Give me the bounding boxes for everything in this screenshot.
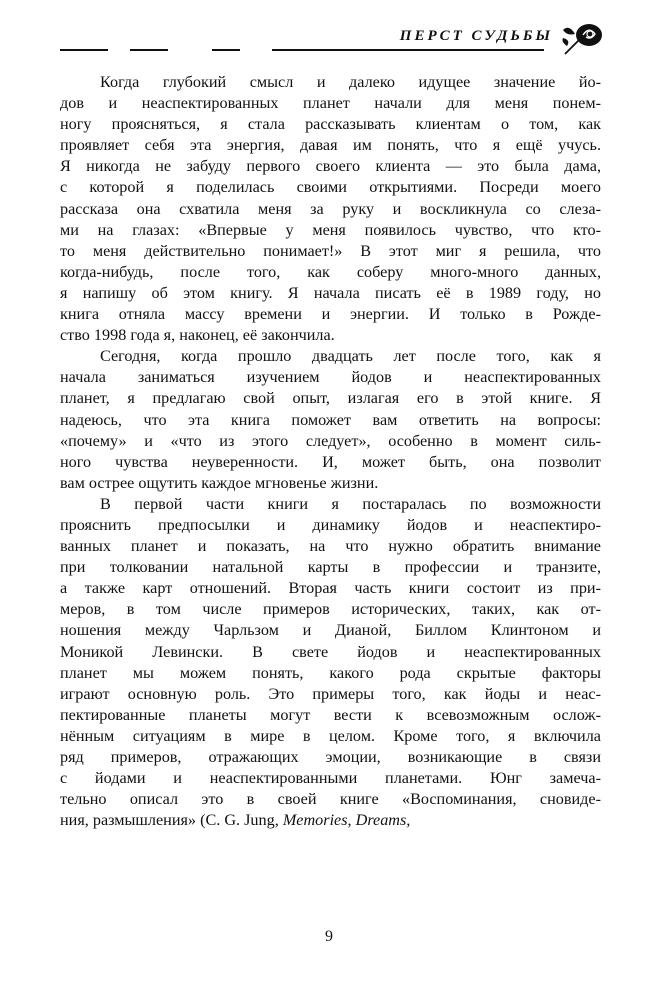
header-rule [130, 49, 168, 51]
text-line: меров, в том числе примеров исторических, таких, как от- [60, 600, 601, 619]
paragraph [60, 494, 601, 832]
text-line: то меня действительно понимает!» В этот миг я решила, что [60, 241, 601, 260]
text-line: я напишу об этом книгу. Я начала писать её в 1989 году, но [60, 283, 601, 302]
book-title-italic: Memories, Dreams, [282, 811, 411, 830]
running-title: ПЕРСТ СУДЬБЫ [399, 28, 553, 44]
text-line: В первой части книги я постаралась по возможности [100, 494, 601, 513]
running-header [60, 22, 605, 52]
text-line: нённым ситуациям в мире в целом. Кроме того, я включила [60, 726, 601, 745]
text-line: начала заниматься изучением йодов и неаспектированных [60, 368, 601, 387]
text-line: ванных планет и показать, на что нужно обратить внимание [60, 537, 601, 556]
text-line: планет мы можем понять, какого рода скрытые факторы [60, 663, 601, 682]
text-line: тельно описал это в своей книге «Воспоминания, сновиде- [60, 790, 601, 809]
header-rule [212, 49, 240, 51]
text-line: ми на глазах: «Впервые у меня появилось чувство, что кто- [60, 220, 601, 239]
text-line: ство 1998 года я, наконец, её закончила. [60, 326, 335, 345]
text-line: прояснить предпосылки и динамику йодов и неаспектиро- [60, 515, 601, 534]
text-line: ногу проясняться, я стала рассказывать клиентам о том, как [60, 115, 601, 134]
header-rule [60, 49, 108, 51]
page-body [60, 72, 601, 831]
text-line: Я никогда не забуду первого своего клиента — это была дама, [60, 157, 601, 176]
header-rule [272, 49, 544, 51]
text-line: проявляет себя эта энергия, давая им понять, что я ещё учусь. [60, 136, 601, 155]
page-number: 9 [325, 928, 333, 945]
text-line: «почему» и «что из этого следует», особенно в момент силь- [60, 431, 601, 450]
text-line: играют основную роль. Это примеры того, как йоды и неас- [60, 684, 601, 703]
text-segment: ния, размышления» (C. G. Jung, [60, 811, 283, 830]
text-line: ного чувства неуверенности. И, может быть, она позволит [60, 452, 601, 471]
text-line: Когда глубокий смысл и далеко идущее значение йо- [100, 73, 601, 91]
text-line: при толковании натальной карты в профессии и транзите, [60, 558, 601, 577]
text-line: надеюсь, что эта книга поможет вам ответить на вопросы: [60, 410, 601, 429]
text-line: а также карт отношений. Вторая часть книги состоит из при- [60, 579, 601, 598]
text-line: когда-нибудь, после того, как соберу много-много данных, [60, 262, 601, 281]
text-line: рассказа она схватила меня за руку и воскликнула со слеза- [60, 199, 601, 218]
text-line: ношения между Чарльзом и Дианой, Биллом Клинтоном и [60, 621, 601, 640]
text-line [60, 810, 601, 831]
text-line: Сегодня, когда прошло двадцать лет после того, как я [100, 347, 601, 366]
text-line: планет, я предлагаю свой опыт, излагая его в этой книге. Я [60, 389, 601, 408]
text-line: Моникой Левински. В свете йодов и неаспектированных [60, 642, 601, 661]
text-line: с которой я поделилась своими открытиями. Посреди моего [60, 178, 601, 197]
text-line: вам острее ощутить каждое мгновенье жизни. [60, 473, 379, 492]
paragraph [60, 346, 601, 494]
rose-icon [559, 20, 605, 56]
text-line: пектированные планеты могут вести к всевозможным ослож- [60, 705, 601, 724]
text-line: ряд примеров, отражающих эмоции, возникающие в связи [60, 748, 601, 766]
text-line: дов и неаспектированных планет начали для меня понем- [60, 94, 601, 113]
text-line: книга отняла массу времени и энергии. И только в Рожде- [60, 305, 601, 324]
paragraph [60, 72, 601, 346]
text-line: с йодами и неаспектированными планетами. Юнг замеча- [60, 769, 601, 788]
